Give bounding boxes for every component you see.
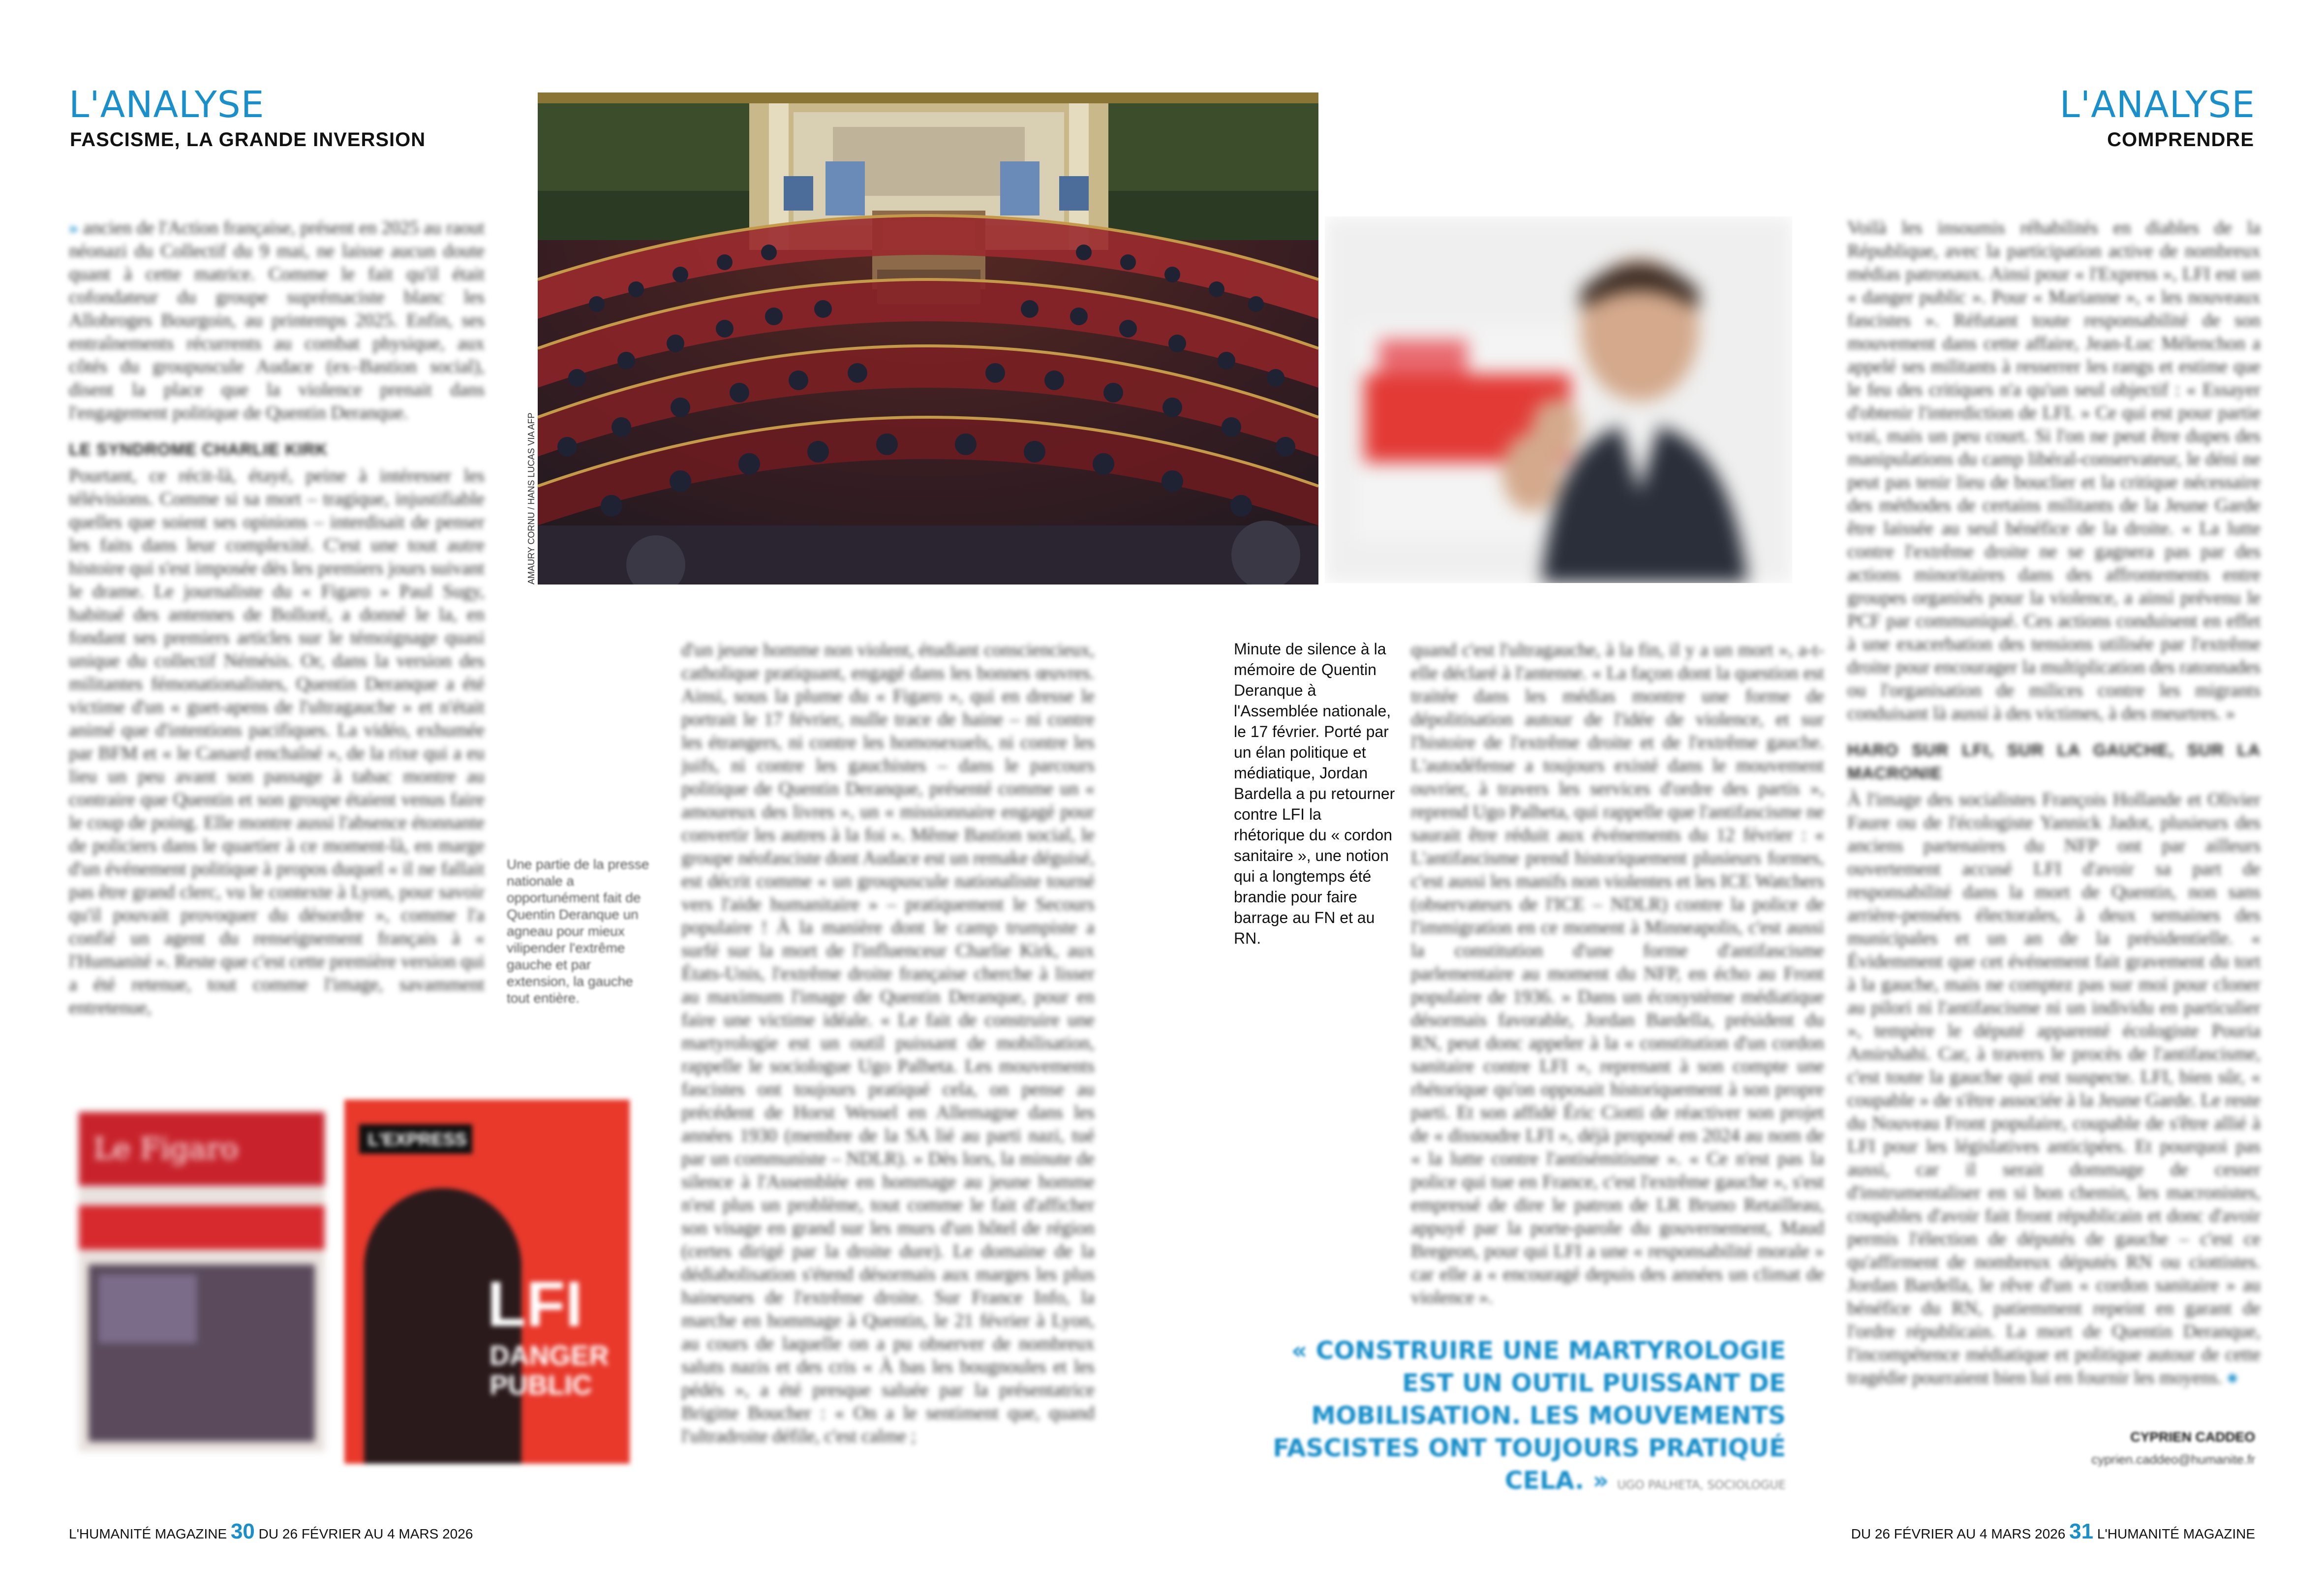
column-1-intro-text: ancien de l'Action française, présent en 2025 au raout néonazi du Collectif du 9 mai, ne laisse aucun doute quant à cette matrice. Comme le fait qu'il était cofondateur du groupe suprémaciste blanc les Allobroges Bourgoin, au printemps 2025. Enfin, ses entraînements récurrents au combat physique, aux côtés du groupuscule Audace (ex–Bastion social), disent la place que la violence prenait dans l'engagement politique de Quentin Deranque. <box>69 217 485 423</box>
side-caption: Une partie de la presse nationale a opportunément fait de Quentin Deranque un agneau pour mieux vilipender l'extrême gauche et par extension, la gauche tout entière. <box>507 857 649 1006</box>
column-4-body: Voilà les insoumis réhabilités en diables de la République, avec la participation active de nombreux médias patronaux. Ainsi pour « l'Express », LFI est un « danger public ». Pour « Marianne », « les nouveaux fascistes ». Réfutant toute responsabilité de son mouvement dans cette affaire, Jean-Luc Mélenchon a appelé ses militants à resserrer les rangs et estime que le feu des critiques n'a qu'un seul objectif : « Essayer d'obtenir l'interdiction de LFI. » Ce qui est pour partie vrai, mais un peu court. Si l'on ne peut être dupes des manipulations du camp libéral-conservateur, le déni ne peut pas tenir lieu de bouclier et la critique nécessaire des méthodes de certains militants de la Jeune Garde être laissée au seul bénéfice de la droite. « La lutte contre l'extrême droite ne se gagnera pas par des actions minoritaires dans des affrontements entre groupes organisés pour la violence, a ainsi prévenu le PCF par communiqué. Ces actions conduisent en effet à une exacerbation des tensions utilisée par l'extrême droite pour encourager la multiplication des ratonnades ou l'organisation de milices contre les migrants conduisant là aussi à des victimes, à des meurtres. » <box>1847 217 2261 724</box>
kicker-right: L'ANALYSE <box>2059 84 2255 126</box>
pull-quote-attribution: UGO PALHETA, SOCIOLOGUE <box>1617 1478 1786 1492</box>
article-column-1 <box>69 216 485 1053</box>
column-3-body: quand c'est l'ultragauche, à la fin, il y a un mort », a-t-elle déclaré à l'antenne. « La façon dont la question est traitée dans les médias montre une forme de dépolitisation autour de l'idée de violence, et sur l'histoire de l'extrême droite et de l'extrême gauche. L'autodéfense a toujours existé dans le mouvement ouvrier, à travers les services d'ordre des partis », reprend Ugo Palheta, qui rappelle que l'antifascisme ne saurait être réduit aux événements du 12 février : « L'antifascisme prend historiquement plusieurs formes, c'est aussi les manifs non violentes et les ICE Watchers (observateurs de l'ICE – NDLR) contre la police de l'immigration en ce moment à Minneapolis, c'est aussi la constitution d'une forme d'antifascisme parlementaire au moment du NFP, en écho au Front populaire de 1936. » Dans un écosystème médiatique désormais favorable, Jordan Bardella, président du RN, peut donc appeler à la « constitution d'un cordon sanitaire contre LFI », reprenant à son compte une rhétorique qu'on opposait historiquement à son propre parti. Et son affidé Éric Ciotti de réactiver son projet de « dissoudre LFI », déjà proposé en 2024 au nom de « la lutte contre l'antisémitisme ». « Ce n'est pas la police qui tue en France, c'est l'extrême gauche », s'est empressé de dire le patron de LR Bruno Retailleau, appuyé par la porte-parole du gouvernement, Maud Bregeon, pour qui LFI a une « responsabilité morale » car elle a « encouragé depuis des années un climat de violence ». <box>1411 640 1824 1308</box>
article-column-3 <box>1411 639 1824 1318</box>
kicker-left: L'ANALYSE <box>69 84 265 126</box>
column-4-body-2 <box>1847 788 2261 1389</box>
author-block <box>2091 1429 2255 1467</box>
pull-quote-text: « CONSTRUIRE UNE MARTYROLOGIE EST UN OUTIL PUISSANT DE MOBILISATION. LES MOUVEMENTS FASCISTES ONT TOUJOURS PRATIQUÉ CELA. » <box>1273 1336 1786 1495</box>
bardella-photo-illustration <box>1325 216 1792 583</box>
column-1-body: Pourtant, ce récit-là, étayé, peine à intéresser les télévisions. Comme si sa mort – tragique, injustifiable quelles que soient ses opinions – interdisait de penser les faits dans leur complexité. C'est une tout autre histoire qui s'est imposée dès les premiers jours suivant le drame. Le journaliste du « Figaro » Paul Sugy, habitué des antennes de Bolloré, a donné le la, en fondant ses premiers articles sur le témoignage quasi unique du collectif Némésis. Or, dans la version des militantes fémonationalistes, Quentin Deranque a été victime d'un « guet-apens de l'ultragauche » et n'était animé que d'intentions pacifiques. La vidéo, exhumée par BFM et « le Canard enchaîné », de la rixe qui a eu lieu un peu avant son passage à tabac montre au contraire que Quentin et son groupe étaient venus faire le coup de poing. Elle montre aussi l'absence étonnante de policiers dans le quartier à ce moment-là, en marge d'un événement politique à propos duquel « il ne fallait pas être grand clerc, vu le contexte à Lyon, pour savoir qu'il pouvait provoquer du désordre », comme l'a confié un agent du renseignement français à « l'Humanité ». Reste que c'est cette première version qui a été retenue, tout comme l'image, savamment entretenue, <box>69 465 485 1018</box>
footer-brand-left: L'HUMANITÉ MAGAZINE <box>69 1526 227 1541</box>
assembly-photo <box>538 92 1318 585</box>
author-name: CYPRIEN CADDEO <box>2130 1429 2255 1445</box>
subtitle-right: COMPRENDRE <box>2107 129 2254 151</box>
pull-quote <box>1250 1334 1786 1501</box>
figaro-banner <box>79 1205 325 1250</box>
photo-caption: Minute de silence à la mémoire de Quentin Deranque à l'Assemblée nationale, le 17 février. Porté par un élan politique et médiatique, Jordan Bardella a pu retourner contre LFI la rhétorique du « cordon sanitaire », une notion qui a longtemps été brandie pour faire barrage au FN et au RN. <box>1234 640 1395 947</box>
column-4-body-2-text: À l'image des socialistes François Hollande et Olivier Faure ou de l'écologiste Yannick Jadot, plusieurs des anciens partenaires du NFP ont par ailleurs ouvertement accusé LFI d'avoir sa part de responsabilité dans la mort de Quentin, non sans arrière-pensées électorales, à deux semaines des municipales et un an de la présidentielle. « Évidemment que cet événement fait gravement du tort à la gauche, mais ne comptez pas sur moi pour cloner au pilori ni l'antifascisme ni un individu en particulier », tempère le député apparenté écologiste Pouria Amirshahi. Car, à travers le procès de l'antifascisme, c'est toute la gauche qui est suspecte. LFI, bien sûr, « coupable » de s'être associée à la Jeune Garde. Le reste du Nouveau Front populaire, coupable de s'être allié à LFI pour les législatives anticipées. Et pourquoi pas aussi, car il serait dommage de cesser d'instrumentaliser en si bon chemin, les macronistes, coupables d'avoir fait front républicain et donc d'avoir permis l'élection de députés de gauche – c'est ce qu'affirment de nombreux députés RN ou ciottistes. Jordan Bardella, le rêve d'un « cordon sanitaire » au bénéfice du RN, patiemment repeint en garant de l'ordre républicain. La mort de Quentin Deranque, l'incompétence médiatique et politique autour de cette tragédie pourraient bien lui en fournir les moyens. <box>1847 789 2261 1388</box>
footer-date-left: DU 26 FÉVRIER AU 4 MARS 2026 <box>258 1526 473 1541</box>
footer-right <box>1851 1519 2255 1544</box>
express-subheadline: DANGER PUBLIC <box>489 1340 609 1400</box>
article-column-4 <box>1847 216 2261 1432</box>
end-mark: ● <box>2227 1367 2238 1388</box>
assembly-photo-illustration <box>538 92 1318 585</box>
page-number-right: 31 <box>2069 1519 2094 1543</box>
figaro-photo-detail <box>98 1274 197 1343</box>
footer-date-right: DU 26 FÉVRIER AU 4 MARS 2026 <box>1851 1526 2066 1541</box>
footer-brand-right: L'HUMANITÉ MAGAZINE <box>2097 1526 2255 1541</box>
article-column-2 <box>681 639 1095 1475</box>
column-1-intro: » ancien de l'Action française, présent en 2025 au raout néonazi du Collectif du 9 mai, ne laisse aucun doute quant à cette matrice. Comme le fait qu'il était cofondateur du groupe suprémaciste blanc les Allobroges Bourgoin, au printemps 2025. Enfin, ses entraînements récurrents au combat physique, aux côtés du groupuscule Audace (ex–Bastion social), disent la place que la violence prenait dans l'engagement politique de Quentin Deranque. <box>69 217 485 423</box>
footer-left <box>69 1519 473 1544</box>
express-headline: LFI <box>487 1268 583 1340</box>
photo-credit: AMAURY CORNU / HANS LUCAS VIA AFP <box>526 412 536 585</box>
bardella-photo <box>1325 216 1792 583</box>
magazine-cover-express <box>344 1100 630 1464</box>
column-2-body: d'un jeune homme non violent, étudiant consciencieux, catholique pratiquant, engagé dans les bonnes œuvres. Ainsi, sous la plume du « Figaro », qui en dresse le portrait le 17 février, nulle trace de haine – ni contre les étrangers, ni contre les homosexuels, ni contre les juifs, ni contre les gauchistes – dans le parcours politique de Quentin Deranque, présenté comme un « amoureux des livres », un « missionnaire engagé pour convertir les autres à la foi ». Même Bastion social, le groupe néofasciste dont Audace est un remake déguisé, est décrit comme « un groupuscule nationaliste tourné vers l'aide humanitaire » – pratiquement le Secours populaire ! À la manière dont le camp trumpiste a surfé sur la mort de l'influenceur Charlie Kirk, aux États-Unis, l'extrême droite française cherche à lisser au maximum l'image de Quentin Deranque, pour en faire une victime idéale. « Le fait de construire une martyrologie est un outil puissant de mobilisation, rappelle le sociologue Ugo Palheta. Les mouvements fascistes ont toujours pratiqué cela, on pense au précédent de Horst Wessel en Allemagne dans les années 1930 (membre de la SA lié au parti nazi, tué par un communiste – NDLR). » Dès lors, la minute de silence à l'Assemblée en hommage au jeune homme n'est plus un problème, tout comme le fait d'afficher son visage en grand sur les murs d'un hôtel de région (certes dirigé par la droite dure). Le domaine de la dédiabolisation s'étend désormais aux marges les plus haineuses de l'extrême droite. Sur France Info, la marche en hommage à Quentin, le 21 février à Lyon, au cours de laquelle on a pu observer de nombreux saluts nazis et des cris « À bas les bougnoules et les pédés », a été presque saluée par la présentatrice Brigitte Boucher : « On a le sentiment que, quand l'ultradroite défile, c'est calme ; <box>681 640 1095 1446</box>
author-email[interactable]: cyprien.caddeo@humanite.fr <box>2091 1452 2255 1467</box>
column-1-heading: LE SYNDROME CHARLIE KIRK <box>69 440 328 459</box>
magazine-cover-figaro <box>79 1112 325 1451</box>
subtitle-left: FASCISME, LA GRANDE INVERSION <box>70 129 426 151</box>
page-number-left: 30 <box>230 1519 255 1543</box>
column-4-heading: HARO SUR LFI, SUR LA GAUCHE, SUR LA MACRONIE <box>1847 741 2261 783</box>
express-brand: L'EXPRESS <box>368 1129 467 1149</box>
figaro-brand: Le Figaro <box>93 1132 239 1166</box>
